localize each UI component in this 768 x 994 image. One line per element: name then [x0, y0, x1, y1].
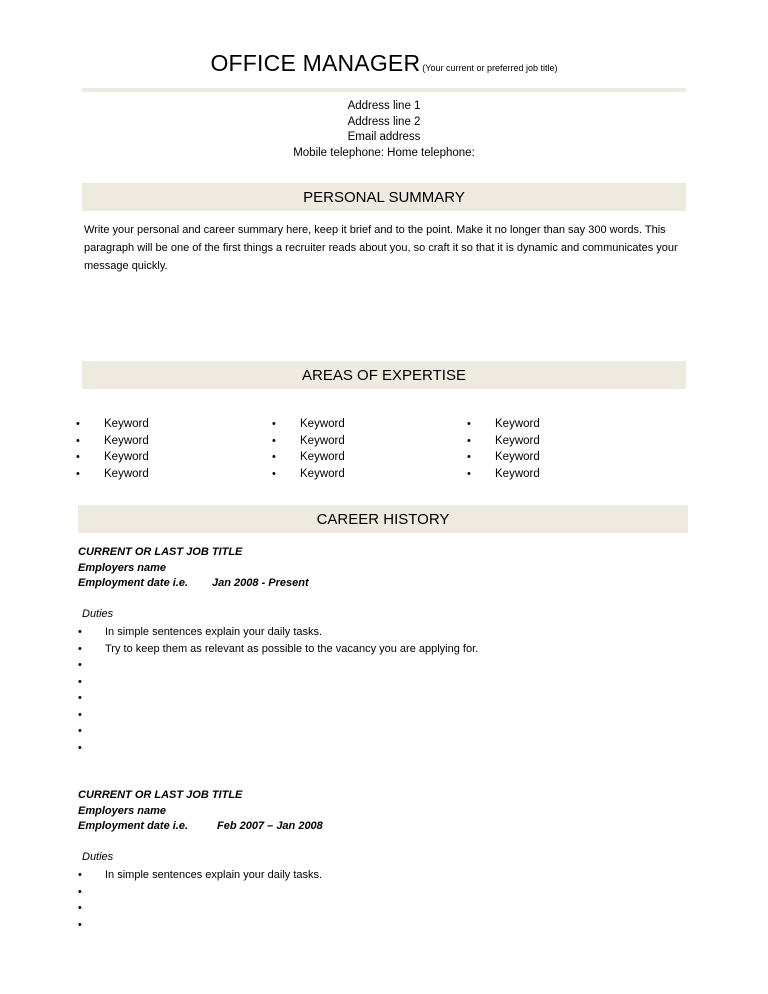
bullet-icon: •: [78, 869, 82, 881]
contact-block: [0, 99, 768, 161]
keyword-text: Keyword: [104, 418, 149, 430]
duties-list-2: [78, 867, 322, 933]
duties-label: Duties: [82, 608, 114, 620]
job-title-text: CURRENT OR LAST JOB TITLE: [78, 789, 243, 801]
section-header-career-history: CAREER HISTORY: [78, 505, 688, 533]
keyword-item: [76, 433, 149, 450]
keyword-item: [272, 416, 345, 433]
keyword-item: [272, 449, 345, 466]
bullet-icon: •: [78, 741, 82, 754]
job-title: OFFICE MANAGER: [210, 50, 421, 76]
duty-item: [78, 657, 478, 674]
keyword-item: [467, 416, 540, 433]
duties-label: Duties: [82, 851, 114, 863]
keyword-column-2: [272, 416, 345, 482]
bullet-icon: •: [76, 451, 80, 463]
duty-text: In simple sentences explain your daily tasks.: [105, 626, 323, 638]
email-address: Email address: [347, 131, 421, 143]
bullet-icon: •: [272, 434, 276, 447]
keyword-text: Keyword: [300, 451, 345, 463]
duty-item: [78, 917, 322, 934]
keyword-item: [467, 466, 540, 483]
address-line-2: Address line 2: [347, 115, 421, 128]
bullet-icon: •: [78, 885, 82, 898]
duty-item: [78, 740, 478, 757]
bullet-icon: •: [78, 725, 82, 737]
job-entry-2-header: [78, 788, 323, 835]
bullet-icon: •: [78, 675, 82, 688]
address-line-1: Address line 1: [347, 100, 421, 112]
keyword-text: Keyword: [495, 418, 540, 430]
keyword-item: [467, 433, 540, 450]
bullet-icon: •: [78, 626, 82, 638]
bullet-icon: •: [272, 418, 276, 430]
bullet-icon: •: [78, 642, 82, 655]
duty-item: [78, 723, 478, 740]
keyword-item: [76, 416, 149, 433]
keyword-item: [272, 466, 345, 483]
duty-item: [78, 867, 322, 884]
keyword-text: Keyword: [300, 418, 345, 430]
bullet-icon: •: [78, 659, 82, 671]
job-title-text: CURRENT OR LAST JOB TITLE: [78, 546, 243, 558]
duty-item: [78, 884, 322, 901]
section-header-areas-of-expertise: AREAS OF EXPERTISE: [82, 361, 686, 389]
keyword-item: [272, 433, 345, 450]
bullet-icon: •: [78, 902, 82, 914]
duty-item: [78, 641, 478, 658]
duty-item: [78, 674, 478, 691]
job-entry-1-header: [78, 545, 309, 592]
keyword-column-1: [76, 416, 149, 482]
employment-date-row: [78, 576, 309, 592]
keyword-text: Keyword: [104, 451, 149, 463]
duty-text: Try to keep them as relevant as possible to the vacancy you are applying for.: [105, 642, 479, 655]
keyword-item: [76, 449, 149, 466]
employment-date-value: Jan 2008 - Present: [212, 577, 309, 589]
keyword-text: Keyword: [495, 434, 540, 447]
bullet-icon: •: [467, 418, 471, 430]
bullet-icon: •: [467, 434, 471, 447]
duty-item: [78, 900, 322, 917]
bullet-icon: •: [78, 918, 82, 931]
employer-name: Employers name: [78, 804, 167, 817]
bullet-icon: •: [467, 451, 471, 463]
job-title-note: (Your current or preferred job title): [422, 63, 558, 73]
keyword-column-3: [467, 416, 540, 482]
duty-item: [78, 707, 478, 724]
duty-item: [78, 690, 478, 707]
bullet-icon: •: [76, 467, 80, 480]
summary-paragraph: Write your personal and career summary here, keep it brief and to the point. Make it no longer than say 300 words. This paragraph will be one of the first things a recruiter reads about you, so craft it so that it is dynamic and communicates your message quickly.: [84, 224, 678, 272]
bullet-icon: •: [76, 434, 80, 447]
keyword-item: [467, 449, 540, 466]
keyword-text: Keyword: [495, 451, 540, 463]
duty-item: [78, 624, 478, 641]
employment-date-value: Feb 2007 – Jan 2008: [217, 820, 323, 832]
title-divider: [82, 88, 686, 92]
bullet-icon: •: [467, 467, 471, 480]
bullet-icon: •: [78, 708, 82, 721]
keyword-text: Keyword: [300, 467, 345, 480]
section-header-personal-summary: PERSONAL SUMMARY: [82, 183, 686, 211]
employment-date-label: Employment date i.e.: [78, 820, 189, 832]
employer-name: Employers name: [78, 561, 167, 574]
keyword-text: Keyword: [104, 467, 149, 480]
keyword-item: [76, 466, 149, 483]
employment-date-row: [78, 819, 323, 835]
title-row: [0, 50, 768, 77]
bullet-icon: •: [76, 418, 80, 430]
bullet-icon: •: [272, 451, 276, 463]
bullet-icon: •: [272, 467, 276, 480]
duty-text: In simple sentences explain your daily tasks.: [105, 869, 323, 881]
employment-date-label: Employment date i.e.: [78, 577, 189, 589]
duties-list-1: [78, 624, 478, 756]
keyword-text: Keyword: [104, 434, 149, 447]
keyword-text: Keyword: [495, 467, 540, 480]
telephone-numbers: Mobile telephone: Home telephone:: [293, 146, 475, 159]
keyword-text: Keyword: [300, 434, 345, 447]
bullet-icon: •: [78, 692, 82, 704]
